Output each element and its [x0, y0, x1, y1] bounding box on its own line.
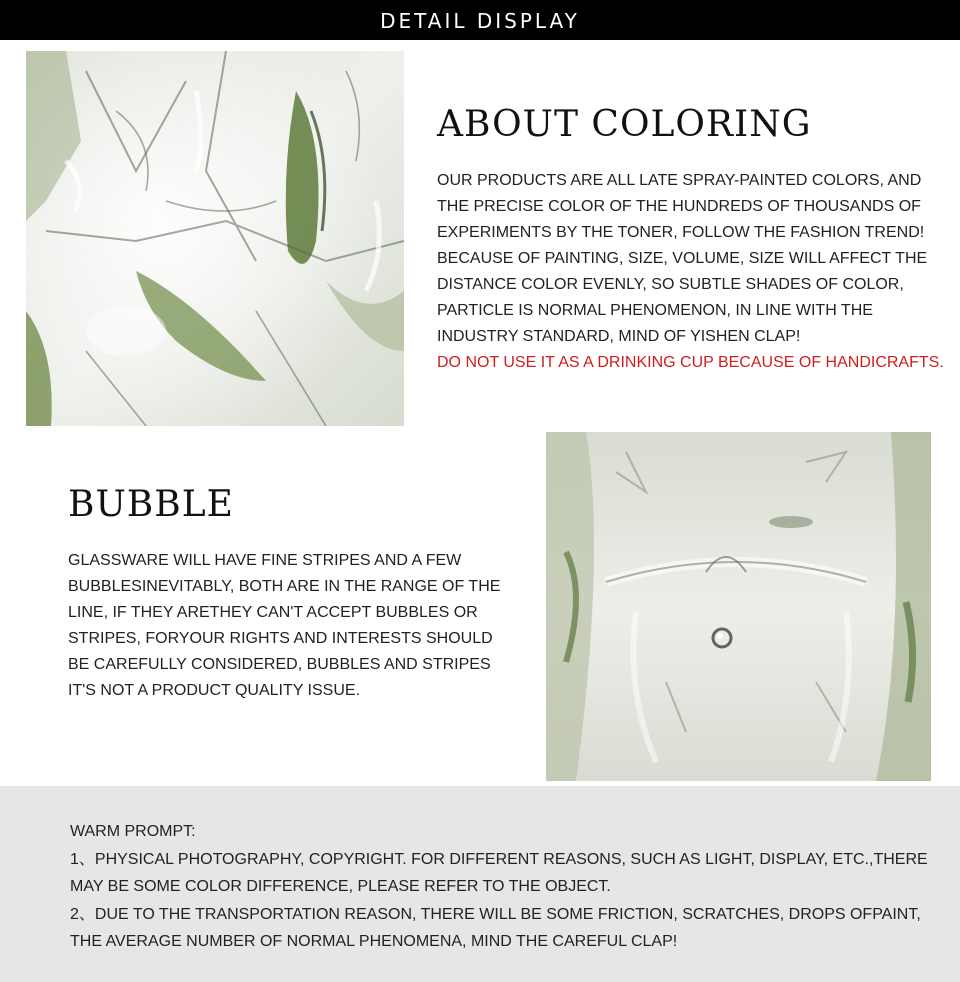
coloring-line: BECAUSE OF PAINTING, SIZE, VOLUME, SIZE WILL AFFECT THE: [437, 250, 928, 267]
coloring-line: EXPERIMENTS BY THE TONER, FOLLOW THE FASHION TREND!: [437, 224, 925, 241]
warm-prompt-line: THE AVERAGE NUMBER OF NORMAL PHENOMENA, MIND THE CAREFUL CLAP!: [70, 933, 678, 951]
warm-prompt: [70, 818, 928, 956]
coloring-line: THE PRECISE COLOR OF THE HUNDREDS OF THOUSANDS OF: [437, 198, 921, 215]
drinking-cup-warning: DO NOT USE IT AS A DRINKING CUP BECAUSE OF HANDICRAFTS.: [437, 354, 944, 371]
warm-prompt-line: 2、DUE TO THE TRANSPORTATION REASON, THERE WILL BE SOME FRICTION, SCRATCHES, DROPS OFPAINT,: [70, 905, 921, 923]
bubble-line: LINE, IF THEY ARETHEY CAN'T ACCEPT BUBBLES OR: [68, 604, 478, 621]
coloring-line: OUR PRODUCTS ARE ALL LATE SPRAY-PAINTED COLORS, AND: [437, 172, 922, 189]
glass-texture-photo: [26, 51, 404, 426]
coloring-line: PARTICLE IS NORMAL PHENOMENON, IN LINE WITH THE: [437, 302, 873, 319]
glass-bubble-photo: [546, 432, 931, 781]
warm-prompt-line: 1、PHYSICAL PHOTOGRAPHY, COPYRIGHT. FOR DIFFERENT REASONS, SUCH AS LIGHT, DISPLAY, ETC.,THERE: [70, 850, 928, 868]
detail-display-header: DETAIL DISPLAY: [0, 0, 960, 40]
bubble-title: BUBBLE: [68, 484, 234, 525]
about-coloring-title: ABOUT COLORING: [437, 104, 812, 145]
coloring-line: INDUSTRY STANDARD, MIND OF YISHEN CLAP!: [437, 328, 801, 345]
bubble-line: IT'S NOT A PRODUCT QUALITY ISSUE.: [68, 682, 361, 699]
coloring-line: DISTANCE COLOR EVENLY, SO SUBTLE SHADES OF COLOR,: [437, 276, 904, 293]
bubble-line: BE CAREFULLY CONSIDERED, BUBBLES AND STRIPES: [68, 656, 491, 673]
bubble-line: BUBBLESINEVITABLY, BOTH ARE IN THE RANGE OF THE: [68, 578, 501, 595]
bubble-line: GLASSWARE WILL HAVE FINE STRIPES AND A FEW: [68, 552, 462, 569]
warm-prompt-heading: WARM PROMPT:: [70, 823, 196, 840]
about-coloring-text: [437, 168, 944, 376]
bubble-line: STRIPES, FORYOUR RIGHTS AND INTERESTS SHOULD: [68, 630, 493, 647]
bubble-text: [68, 548, 500, 704]
warm-prompt-line: MAY BE SOME COLOR DIFFERENCE, PLEASE REFER TO THE OBJECT.: [70, 878, 611, 896]
